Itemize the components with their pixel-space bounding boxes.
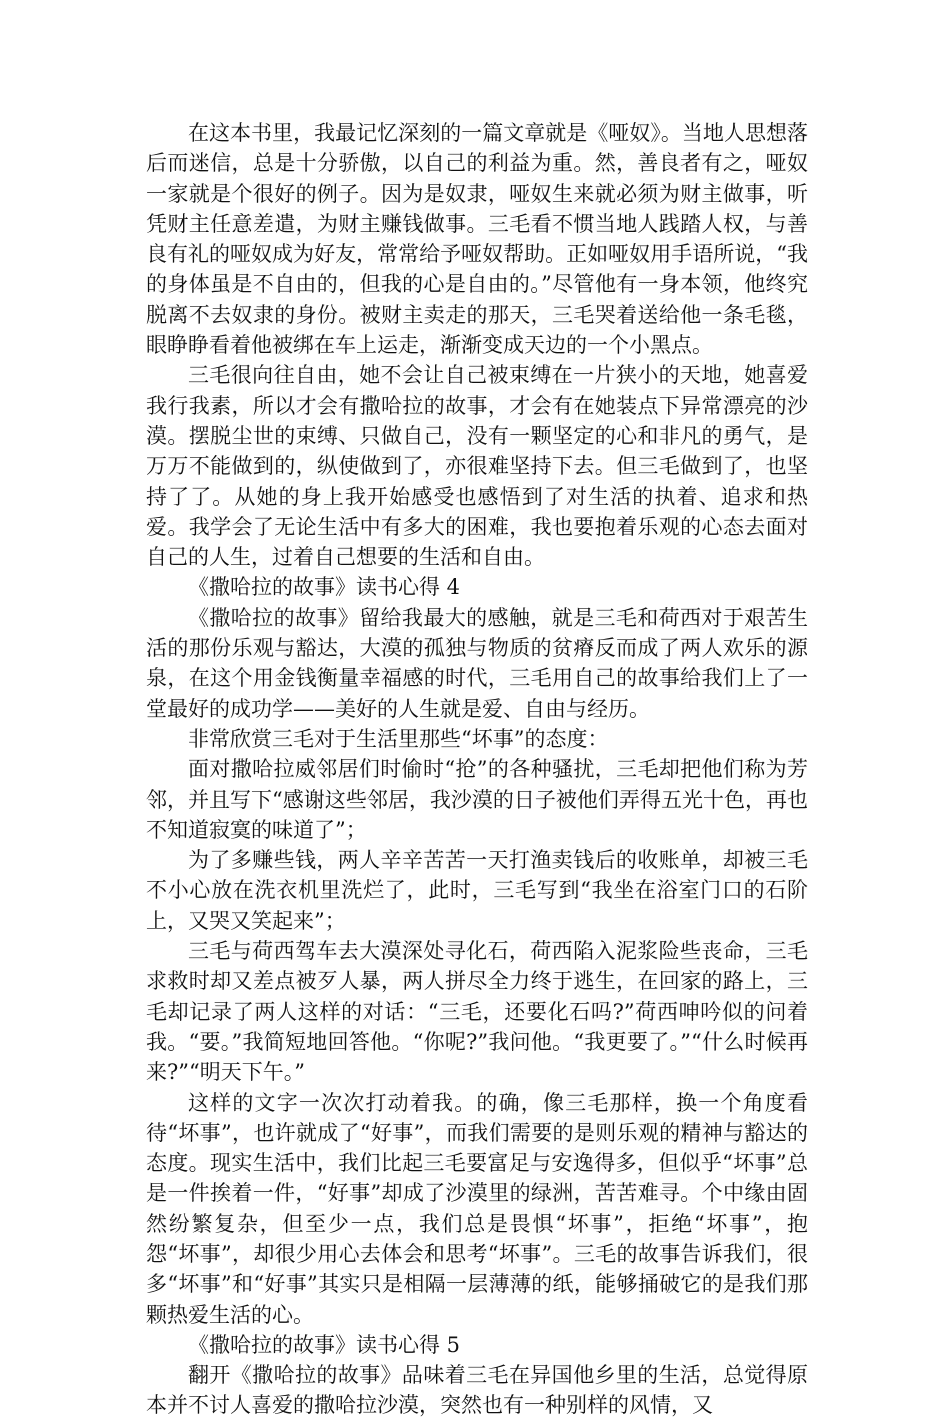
paragraph-neighbors: 面对撒哈拉威邻居们时偷时“抢”的各种骚扰，三毛却把他们称为芳邻，并且写下“感谢这些邻居，我沙漠的日子被他们弄得五光十色，再也不知道寂寞的味道了”； [146,757,808,842]
paragraph-reflection: 这样的文字一次次打动着我。的确，像三毛那样，换一个角度看待“坏事”，也许就成了“好事”，而我们需要的是则乐观的精神与豁达的态度。现实生活中，我们比起三毛要富足与安逸得多，但似乎“坏事”总是一件挨着一件，“好事”却成了沙漠里的绿洲，苦苦难寻。个中缘由固然纷繁复杂，但至少一点，我们总是畏惧“坏事”，拒绝“坏事”，抱怨“坏事”，却很少用心去体会和思考“坏事”。三毛的故事告诉我们，很多“坏事”和“好事”其实只是相隔一层薄薄的纸，能够捅破它的是我们那颗热爱生活的心。 [146,1090,808,1327]
paragraph-sahara-opening: 翻开《撒哈拉的故事》品味着三毛在异国他乡里的生活，总觉得原本并不讨人喜爱的撒哈拉沙漠，突然也有一种别样的风情，又 [146,1363,808,1418]
paragraph-fossils: 三毛与荷西驾车去大漠深处寻化石，荷西陷入泥浆险些丧命，三毛求救时却又差点被歹人暴，两人拼尽全力终于逃生，在回家的路上，三毛却记录了两人这样的对话：“三毛，还要化石吗?”荷西呻吟似的问着我。“要。”我简短地回答他。“你呢?”我问他。“我更要了。”“什么时候再来?”“明天下午。” [146,939,808,1085]
paragraph-washing-machine: 为了多赚些钱，两人辛辛苦苦一天打渔卖钱后的收账单，却被三毛不小心放在洗衣机里洗烂了，此时，三毛写到“我坐在浴室门口的石阶上，又哭又笑起来”； [146,848,808,933]
paragraph-freedom: 三毛很向往自由，她不会让自己被束缚在一片狭小的天地，她喜爱我行我素，所以才会有撒哈拉的故事，才会有在她装点下异常漂亮的沙漠。摆脱尘世的束缚、只做自己，没有一颗坚定的心和非凡的勇气，是万万不能做到的，纵使做到了，亦很难坚持下去。但三毛做到了，也坚持了了。从她的身上我开始感受也感悟到了对生活的执着、追求和热爱。我学会了无论生活中有多大的困难，我也要抱着乐观的心态去面对自己的人生，过着自己想要的生活和自由。 [146,363,808,570]
section-heading-5: 《撒哈拉的故事》读书心得 5 [188,1332,461,1357]
document-page [146,118,808,1421]
paragraph-optimism: 《撒哈拉的故事》留给我最大的感触，就是三毛和荷西对于艰苦生活的那份乐观与豁达，大漠的孤独与物质的贫瘠反而成了两人欢乐的源泉，在这个用金钱衡量幸福感的时代，三毛用自己的故事给我们上了一堂最好的成功学——美好的人生就是爱、自由与经历。 [146,605,808,721]
section-heading-4: 《撒哈拉的故事》读书心得 4 [188,575,461,600]
paragraph-bad-things-intro: 非常欣赏三毛对于生活里那些“坏事”的态度： [188,726,609,751]
paragraph-yanu-story: 在这本书里，我最记忆深刻的一篇文章就是《哑奴》。当地人思想落后而迷信，总是十分骄傲，以自己的利益为重。然，善良者有之，哑奴一家就是个很好的例子。因为是奴隶，哑奴生来就必须为财主做事，听凭财主任意差遣，为财主赚钱做事。三毛看不惯当地人践踏人权，与善良有礼的哑奴成为好友，常常给予哑奴帮助。正如哑奴用手语所说，“我的身体虽是不自由的，但我的心是自由的。”尽管他有一身本领，他终究脱离不去奴隶的身份。被财主卖走的那天，三毛哭着送给他一条毛毯，眼睁睁看着他被绑在车上运走，渐渐变成天边的一个小黑点。 [146,121,808,358]
